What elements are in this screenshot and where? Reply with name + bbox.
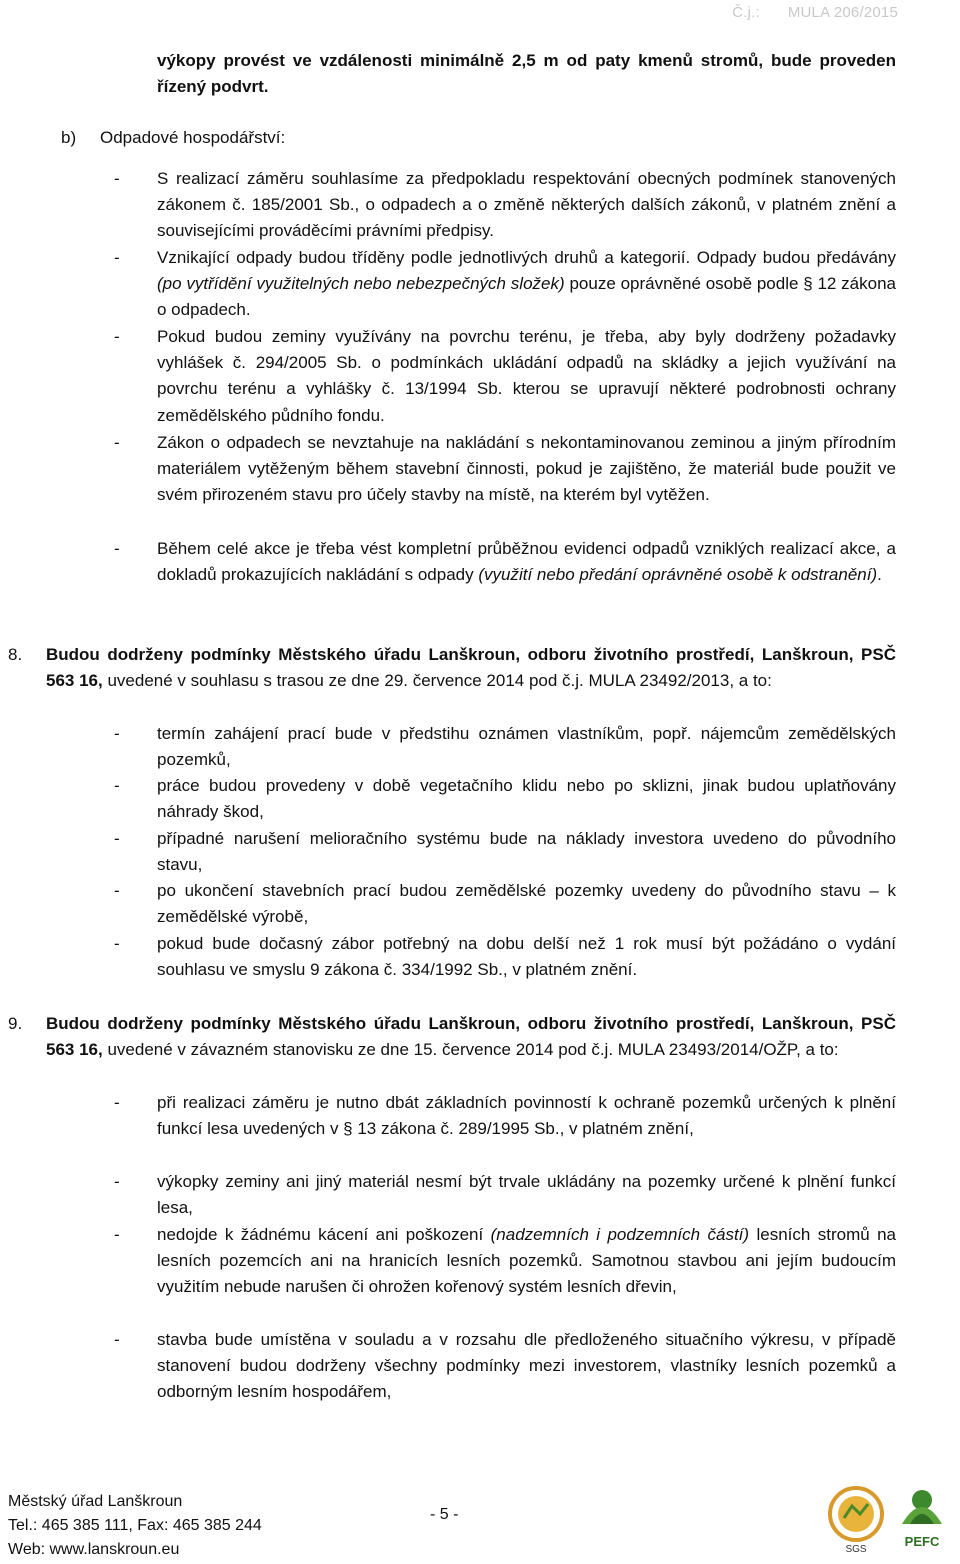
waste-bullet-4: Zákon o odpadech se nevztahuje na nakládání s nekontaminovanou zeminou a jiným přírodním materiálem vytěženým během stavební činnosti, pokud je zajištěno, že materiál bude použit ve svém přirozeném stavu pro účely stavby na místě, na kterém byl vytěžen. (157, 433, 896, 505)
waste-bullet-5-italic: (využití nebo předání oprávněné osobě k odstranění) (478, 565, 878, 585)
item-9-intro (46, 1011, 896, 1063)
item-9-bullet-3 (157, 1222, 896, 1301)
waste-bullet-1: S realizací záměru souhlasíme za předpokladu respektování obecných podmínek stanovených zákonem č. 185/2001 Sb., o odpadech a o změně některých dalších zákonů, v platném znění a souvisejícími prováděcími právními předpisy. (157, 169, 896, 241)
sgs-logo-icon (830, 1488, 882, 1555)
item-9-bullet-4: stavba bude umístěna v souladu a v rozsahu dle předloženého situačního výkresu, v případě stanovení budou dodrženy všechny podmínky mezi investorem, vlastníky lesních pozemků a odborným lesním hospodářem, (157, 1330, 896, 1402)
page-number: - 5 - (430, 1506, 459, 1523)
section-b-title: Odpadové hospodářství: (100, 128, 286, 147)
item-9-bold: Budou dodrženy podmínky Městského úřadu Lanškroun, odboru životního prostředí, Lanškroun, PSČ 563 16, (46, 1014, 896, 1060)
item-9-bullet-3-italic: (nadzemních i podzemních částí) (490, 1225, 750, 1244)
waste-bullet-2 (157, 245, 896, 324)
bullet-dash: - (114, 934, 120, 953)
waste-bullet-2-text-end: pouze oprávněné osobě podle § 12 zákona o odpadech. (157, 274, 896, 320)
item-8-bullet-3: případné narušení melioračního systému bude na náklady investora uvedeno do původního stavu, (157, 829, 896, 875)
item-8-rest: uvedené v souhlasu s trasou ze dne 29. července 2014 pod č.j. MULA 23492/2013, a to: (102, 671, 772, 691)
bullet-dash: - (114, 248, 120, 267)
item-8-bullet-4: po ukončení stavebních prací budou zemědělské pozemky uvedeny do původního stavu – k zemědělské výrobě, (157, 881, 896, 927)
footer-web: Web: www.lanskroun.eu (8, 1541, 180, 1558)
footer-office: Městský úřad Lanškroun (8, 1493, 183, 1510)
document-reference (704, 4, 898, 21)
footer-phone: Tel.: 465 385 111, Fax: 465 385 244 (8, 1517, 262, 1534)
item-8-number: 8. (8, 645, 23, 664)
bullet-dash: - (114, 1330, 120, 1349)
reference-number: MULA 206/2015 (787, 4, 898, 21)
sgs-logo-text: SGS (845, 1544, 867, 1555)
bullet-dash: - (114, 1225, 120, 1244)
waste-bullet-5-text: Během celé akce je třeba vést kompletní průběžnou evidenci odpadů vzniklých realizací akce, a dokladů prokazujících nakládání s odpady (157, 539, 896, 585)
reference-label: Č.j.: (732, 4, 760, 21)
item-8-bullet-2: práce budou provedeny v době vegetačního klidu nebo po sklizni, jinak budou uplatňovány náhrady škod, (157, 776, 896, 822)
bullet-dash: - (114, 433, 120, 452)
bullet-dash: - (114, 169, 120, 188)
waste-bullet-2-italic: (po vytřídění využitelných nebo nebezpečných složek) (157, 274, 565, 294)
waste-bullet-5-end: . (877, 565, 882, 585)
item-9-bullet-1: při realizaci záměru je nutno dbát základních povinností k ochraně pozemků určených k plnění funkcí lesa uvedených v § 13 zákona č. 289/1995 Sb., v platném znění, (157, 1093, 896, 1139)
item-8-bullet-5: pokud bude dočasný zábor potřebný na dobu delší než 1 rok musí být požádáno o vydání souhlasu ve smyslu 9 zákona č. 334/1992 Sb., v platném znění. (157, 934, 896, 980)
item-9-rest: uvedené v závazném stanovisku ze dne 15. července 2014 pod č.j. MULA 23493/2014/OŽP, a to: (102, 1040, 839, 1060)
bullet-dash: - (114, 724, 120, 743)
bullet-dash: - (114, 1172, 120, 1191)
pefc-logo-icon (902, 1490, 942, 1549)
item-9-bullet-3-text: nedojde k žádnému kácení ani poškození (157, 1225, 491, 1244)
bullet-dash: - (114, 1093, 120, 1112)
bullet-dash: - (114, 539, 120, 558)
bullet-dash: - (114, 776, 120, 795)
top-paragraph: výkopy provést ve vzdálenosti minimálně 2,5 m od paty kmenů stromů, bude proveden řízený podvrt. (157, 51, 896, 97)
waste-bullet-2-text: Vznikající odpady budou tříděny podle jednotlivých druhů a kategorií. Odpady budou předávány (157, 248, 896, 267)
footer (8, 1490, 262, 1562)
item-9-bullet-3-text-end: lesních stromů na lesních pozemcích ani na hranicích lesních pozemků. Samotnou stavbou ani jejím budoucím využitím nebude narušen či ohrožen kořenový systém lesních dřevin, (157, 1225, 896, 1297)
item-8-intro (46, 642, 896, 694)
waste-bullet-5 (157, 536, 896, 588)
pefc-logo-text: PEFC (904, 1534, 940, 1549)
item-8-bold: Budou dodrženy podmínky Městského úřadu Lanškroun, odboru životního prostředí, Lanškroun, PSČ 563 16, (46, 645, 896, 691)
item-9-number: 9. (8, 1014, 23, 1033)
bullet-dash: - (114, 829, 120, 848)
item-9-bullet-2: výkopky zeminy ani jiný materiál nesmí být trvale ukládány na pozemky určené k plnění funkcí lesa, (157, 1172, 896, 1218)
certification-logos (822, 1480, 954, 1558)
bullet-dash: - (114, 327, 120, 346)
section-b-label: b) (61, 128, 77, 147)
bullet-dash: - (114, 881, 120, 900)
waste-bullet-3: Pokud budou zeminy využívány na povrchu terénu, je třeba, aby byly dodrženy požadavky vyhlášek č. 294/2005 Sb. o podmínkách ukládání odpadů na skládky a jejich využívání na povrchu terénu a vyhlášky č. 13/1994 Sb. kterou se upravují některé podrobnosti ochrany zemědělského půdního fondu. (157, 327, 896, 425)
item-8-bullet-1: termín zahájení prací bude v předstihu oznámen vlastníkům, popř. nájemcům zemědělských pozemků, (157, 724, 896, 770)
